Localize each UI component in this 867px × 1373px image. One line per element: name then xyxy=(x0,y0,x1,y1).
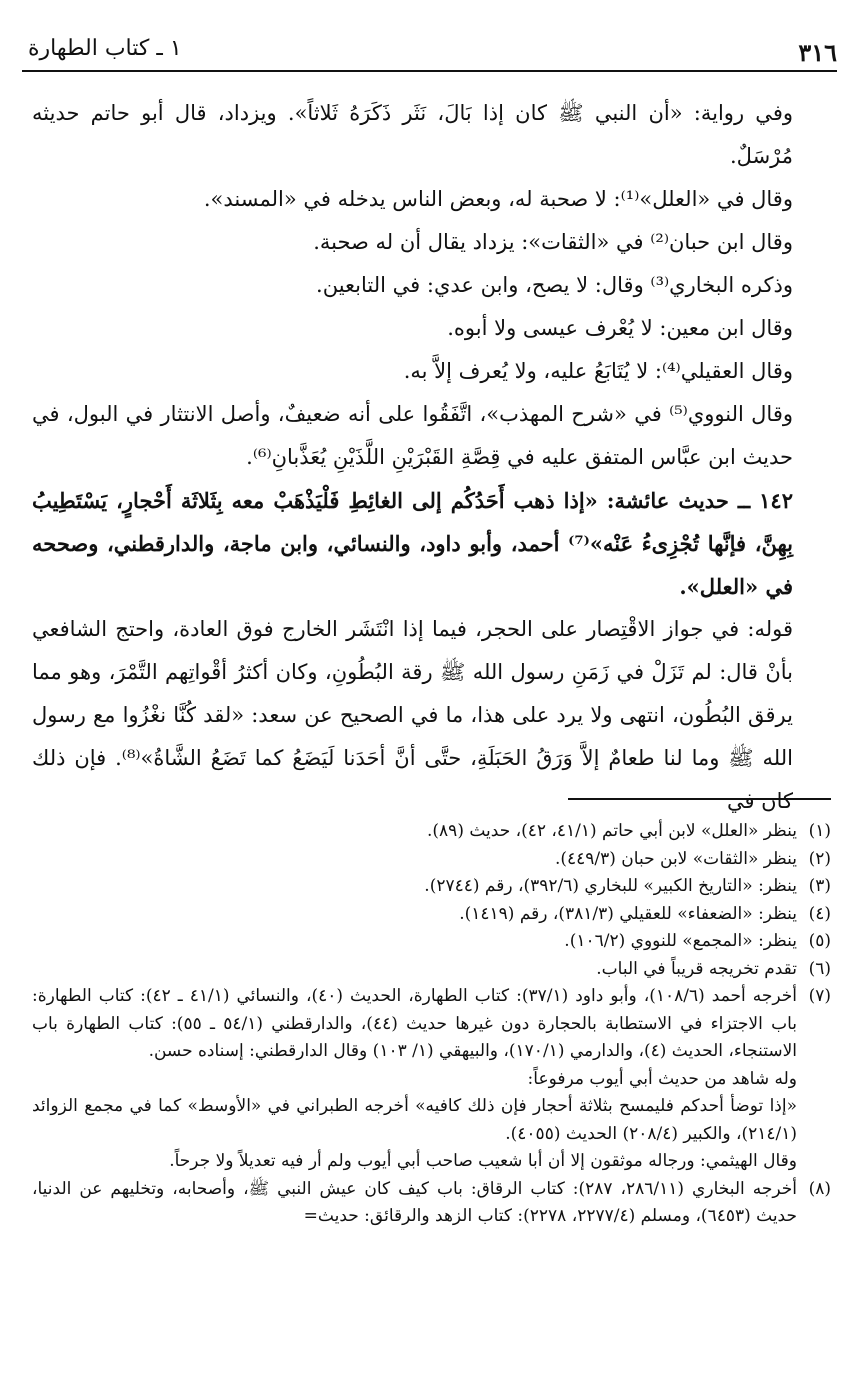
footnote-text: ينظر «العلل» لابن أبي حاتم (٤١/١، ٤٢)، حديث (٨٩). xyxy=(427,821,797,841)
main-text xyxy=(32,92,831,823)
footnote-number: (٦) xyxy=(808,958,831,979)
footnote-continuation xyxy=(32,1148,831,1176)
page-header xyxy=(22,30,837,72)
footnote-text: وقال الهيثمي: ورجاله موثقون إلا أن أبا شعيب صاحب أبي أيوب ولم أر فيه تعديلاً ولا جرحاً. xyxy=(169,1151,797,1171)
paragraph: وفي رواية: «أن النبي ﷺ كان إذا بَالَ، نَثَر ذَكَرَهُ ثَلاثاً». ويزداد، قال أبو حاتم حديثه مُرْسَلٌ. xyxy=(32,101,793,168)
footnote-text: ينظر: «الضعفاء» للعقيلي (٣٨١/٣)، رقم (١٤١٩). xyxy=(459,903,797,924)
page-number: ٣١٦ xyxy=(798,38,837,67)
footnote-separator xyxy=(568,798,831,800)
footnote-number: (٣) xyxy=(808,876,831,896)
footnote xyxy=(32,846,831,874)
footnote xyxy=(32,983,831,1066)
footnote-number: (٨) xyxy=(808,1178,831,1199)
footnote-number: (٧) xyxy=(808,986,831,1006)
footnote-continuation xyxy=(32,1066,831,1094)
footnote-text: تقدم تخريجه قريباً في الباب. xyxy=(596,958,797,979)
paragraph: وقال النووي⁽⁵⁾ في «شرح المهذب»، اتَّفَقُوا على أنه ضعيفٌ، وأصل الانتثار في البول، في حديث ابن عبَّاس المتفق عليه في قِصَّةِ القَبْرَيْنِ اللَّذَيْنِ يُعَذَّبانِ⁽⁶⁾. xyxy=(32,402,793,469)
footnote-number: (٤) xyxy=(808,903,831,924)
paragraph: وقال ابن معين: لا يُعْرف عيسى ولا أبوه. xyxy=(447,316,793,340)
paragraph: وقال العقيلي⁽⁴⁾: لا يُتَابَعُ عليه، ولا يُعرف إلاَّ به. xyxy=(403,359,793,383)
running-title: ١ ـ كتاب الطهارة xyxy=(28,36,182,61)
footnote-text: أخرجه أحمد (١٠٨/٦)، وأبو داود (٣٧/١): كتاب الطهارة، الحديث (٤٠)، والنسائي (٤١/١ ـ ٤٢): كتاب الطهارة: باب الاجتزاء في الاستطابة بالحجارة دون غيرها حديث (٤٤)، والدارقطني (٥٤/١ ـ ٥٥): كتاب الطهارة باب الاستنجاء، الحديث (٤)، والدارمي (١٧٠/١)، والبيهقي (١/ ١٠٣) وقال الدارقطني: إسناده حسن. xyxy=(32,986,798,1061)
footnote-number: (٥) xyxy=(808,931,831,951)
footnote-number: (٢) xyxy=(808,848,831,869)
footnote xyxy=(32,1176,831,1231)
paragraph: قوله: في جواز الاقْتِصار على الحجر، فيما إذا انْتَشَر الخارج فوق العادة، واحتج الشافعي بأنْ قال: لم تَزَلْ في زَمَنِ رسول الله ﷺ رقة البُطُونِ، وكان أكثرُ أقْواتِهم التَّمْرَ، وهو مما يرقق البُطُون، انتهى ولا يرد على هذا، ما في الصحيح عن سعد: «لقد كُنَّا نغْزُوا مع رسول الله ﷺ وما لنا طعامٌ إلاَّ وَرَقُ الحَبَلَةِ، حتَّى أنَّ أحَدَنا لَيَضَعُ كما تَضَعُ الشَّاةُ»⁽⁸⁾. فإن ذلك كان في xyxy=(32,617,793,813)
hadith-paragraph: ١٤٢ ــ حديث عائشة: «إذا ذهب أَحَدُكُم إلى الغائِطِ فَلْيَذْهَبْ معه بِثَلاثَة أَحْجارٍ، يَسْتَطِيبُ بِهِنَّ، فإنَّها تُجْزِىءُ عَنْه»⁽⁷⁾ أحمد، وأبو داود، والنسائي، وابن ماجة، والدارقطني، وصححه في «العلل». xyxy=(32,488,793,599)
paragraph: وذكره البخاري⁽³⁾ وقال: لا يصح، وابن عدي: في التابعين. xyxy=(316,273,793,297)
footnote-text: ينظر: «المجمع» للنووي (١٠٦/٢). xyxy=(564,931,797,951)
paragraph: وقال في «العلل»⁽¹⁾: لا صحبة له، وبعض الناس يدخله في «المسند». xyxy=(203,187,793,211)
paragraph: وقال ابن حبان⁽²⁾ في «الثقات»: يزداد يقال أن له صحبة. xyxy=(313,230,793,254)
footnote-text: ينظر: «التاريخ الكبير» للبخاري (٣٩٢/٦)، رقم (٢٧٤٤). xyxy=(424,876,797,896)
footnote-text: وله شاهد من حديث أبي أيوب مرفوعاً: xyxy=(527,1068,797,1089)
footnote xyxy=(32,873,831,901)
footnote-continuation xyxy=(32,1093,831,1148)
footnote-text: ينظر «الثقات» لابن حبان (٤٤٩/٣). xyxy=(554,848,797,869)
footnote-text: «إذا توضأ أحدكم فليمسح بثلاثة أحجار فإن ذلك كافيه» أخرجه الطبراني في «الأوسط» كما في مجمع الزوائد (٢١٤/١)، والكبير (٢٠٨/٤) الحديث (٤٠٥٥). xyxy=(32,1096,797,1144)
footnote xyxy=(32,928,831,956)
footnote-text: أخرجه البخاري (٢٨٦/١١، ٢٨٧): كتاب الرقاق: باب كيف كان عيش النبي ﷺ، وأصحابه، وتخليهم عن الدنيا، حديث (٦٤٥٣)، ومسلم (٢٢٧٧/٤، ٢٢٧٨): كتاب الزهد والرقائق: حديث= xyxy=(32,1178,797,1226)
footnotes xyxy=(32,818,831,1231)
footnote-number: (١) xyxy=(808,821,831,841)
footnote xyxy=(32,818,831,846)
footnote xyxy=(32,901,831,929)
footnote xyxy=(32,956,831,984)
